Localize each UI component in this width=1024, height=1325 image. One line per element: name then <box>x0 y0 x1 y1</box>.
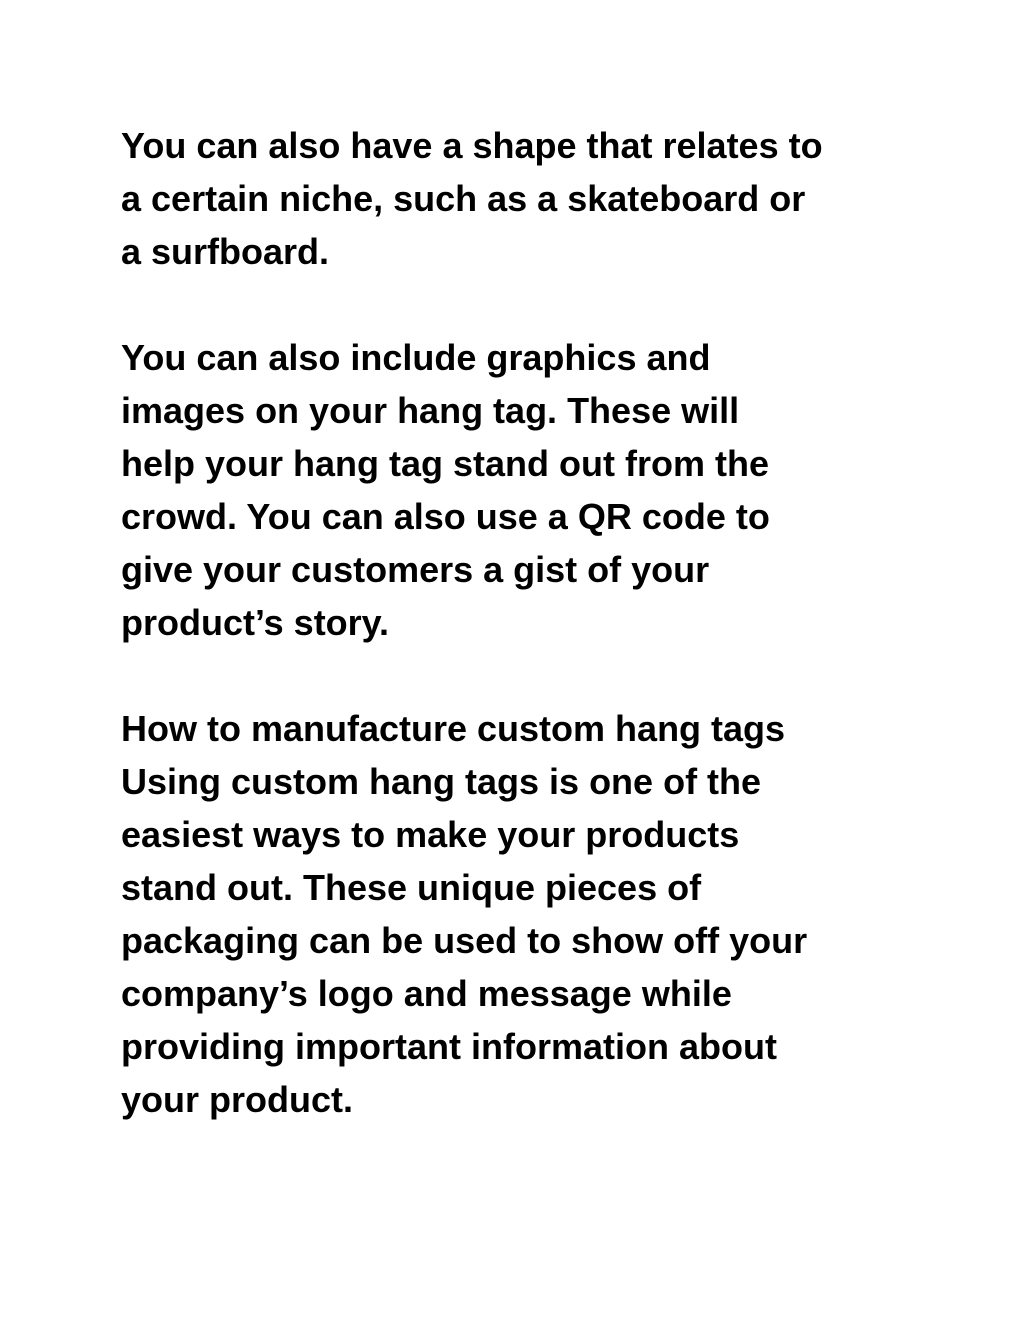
paragraph-line: Using custom hang tags is one of the <box>121 761 762 802</box>
paragraph-line: You can also have a shape that relates to <box>121 125 823 166</box>
paragraph-spacer <box>121 278 921 331</box>
paragraph-line: a surfboard. <box>121 231 330 272</box>
text-column <box>121 119 921 1126</box>
section-heading: How to manufacture custom hang tags <box>121 708 786 749</box>
paragraph-line: packaging can be used to show off your <box>121 920 808 961</box>
paragraph-line: give your customers a gist of your <box>121 549 710 590</box>
paragraph-line: crowd. You can also use a QR code to <box>121 496 770 537</box>
paragraph-line: company’s logo and message while <box>121 973 732 1014</box>
paragraph-line: help your hang tag stand out from the <box>121 443 769 484</box>
paragraph-line: a certain niche, such as a skateboard or <box>121 178 806 219</box>
paragraph-graphics-images <box>121 331 921 649</box>
paragraph-line: product’s story. <box>121 602 390 643</box>
paragraph-line: images on your hang tag. These will <box>121 390 740 431</box>
paragraph-line: easiest ways to make your products <box>121 814 740 855</box>
section-manufacture <box>121 702 921 1126</box>
paragraph-line: stand out. These unique pieces of <box>121 867 702 908</box>
paragraph-spacer <box>121 649 921 702</box>
paragraph-line: providing important information about <box>121 1026 777 1067</box>
paragraph-niche-shapes <box>121 119 921 278</box>
paragraph-line: your product. <box>121 1079 353 1120</box>
paragraph-line: You can also include graphics and <box>121 337 711 378</box>
